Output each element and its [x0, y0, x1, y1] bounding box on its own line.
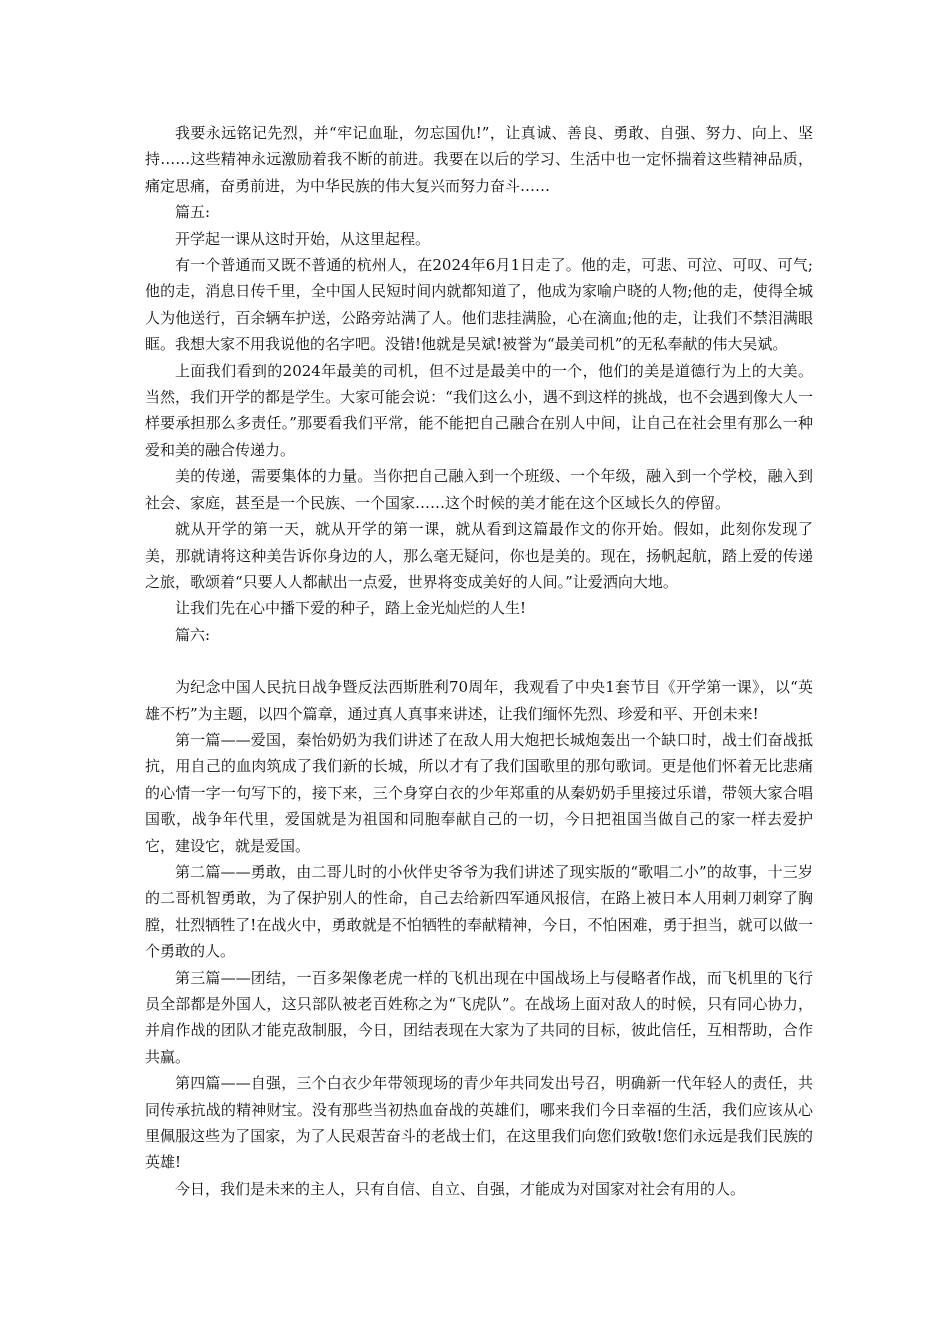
document-body — [145, 120, 813, 1202]
paragraph: 让我们先在心中播下爱的种子，踏上金光灿烂的人生! — [175, 599, 527, 618]
paragraph: 开学起一课从这时开始，从这里起程。 — [175, 229, 431, 248]
paragraph: 第二篇——勇敢，由二哥儿时的小伙伴史爷爷为我们讲述了现实版的“歌唱二小”的故事，十三岁的二哥机智勇敢，为了保护别人的性命，自己去给新四军通风报信，在路上被日本人用刺刀刺穿了胸膛，壮烈牺牲了!在战火中，勇敢就是不怕牺牲的奉献精神，今日，不怕困难，勇于担当，就可以做一个勇敢的人。 — [145, 862, 813, 961]
paragraph: 美的传递，需要集体的力量。当你把自己融入到一个班级、一个年级，融入到一个学校，融入到社会、家庭，甚至是一个民族、一个国家……这个时候的美才能在这个区域长久的停留。 — [145, 467, 813, 512]
paragraph: 上面我们看到的2024年最美的司机，但不过是最美中的一个，他们的美是道德行为上的大美。当然，我们开学的都是学生。大家可能会说：“我们这么小，遇不到这样的挑战，也不会遇到像大人一样要承担那么多责任。”那要看我们平常，能不能把自己融合在别人中间，让自己在社会里有那么一种爱和美的融合传递力。 — [145, 361, 813, 459]
blank-line — [145, 648, 813, 674]
paragraph: 今日，我们是未来的主人，只有自信、自立、自强，才能成为对国家对社会有用的人。 — [175, 1179, 746, 1198]
paragraph: 为纪念中国人民抗日战争暨反法西斯胜利70周年，我观看了中央1套节目《开学第一课》，以“英雄不朽”为主题，以四个篇章，通过真人真事来讲述，让我们缅怀先烈、珍爱和平、开创未来! — [145, 678, 813, 723]
paragraph: 我要永远铭记先烈，并“牢记血耻，勿忘国仇!”，让真诚、善良、勇敢、自强、努力、向上、坚持……这些精神永远激励着我不断的前进。我要在以后的学习、生活中也一定怀揣着这些精神品质，痛定思痛，奋勇前进，为中华民族的伟大复兴而努力奋斗…… — [145, 124, 813, 195]
section-heading: 篇六: — [175, 625, 211, 644]
paragraph: 第四篇——自强，三个白衣少年带领现场的青少年共同发出号召，明确新一代年轻人的责任，共同传承抗战的精神财宝。没有那些当初热血奋战的英雄们，哪来我们今日幸福的生活，我们应该从心里佩服这些为了国家，为了人民艰苦奋斗的老战士们，在这里我们向您们致敬!您们永远是我们民族的英雄! — [145, 1074, 813, 1172]
paragraph: 就从开学的第一天，就从开学的第一课，就从看到这篇最作文的你开始。假如，此刻你发现了美，那就请将这种美告诉你身边的人，那么毫无疑问，你也是美的。现在，扬帆起航，踏上爱的传递之旅，歌颂着“只要人人都献出一点爱，世界将变成美好的人间。”让爱洒向大地。 — [145, 520, 813, 591]
paragraph: 第一篇——爱国，秦怡奶奶为我们讲述了在敌人用大炮把长城炮轰出一个缺口时，战士们奋战抵抗，用自己的血肉筑成了我们新的长城，所以才有了我们国歌里的那句歌词。更是他们怀着无比悲痛的心情一字一句写下的，接下来，三个身穿白衣的少年郑重的从秦奶奶手里接过乐谱，带领大家合唱国歌，战争年代里，爱国就是为祖国和同胞奉献自己的一切，今日把祖国当做自己的家一样去爱护它，建设它，就是爱国。 — [145, 730, 813, 855]
section-heading: 篇五: — [175, 203, 211, 222]
paragraph: 有一个普通而又既不普通的杭州人，在2024年6月1日走了。他的走，可悲、可泣、可叹、可气;他的走，消息日传千里，全中国人民短时间内就都知道了，他成为家喻户晓的人物;他的走，使得全城人为他送行，百余辆车护送，公路旁站满了人。他们悲挂满脸，心在滴血;他的走，让我们不禁泪满眼眶。我想大家不用我说他的名字吧。没错!他就是吴斌!被誉为“最美司机”的无私奉献的伟大吴斌。 — [145, 256, 813, 354]
paragraph: 第三篇——团结，一百多架像老虎一样的飞机出现在中国战场上与侵略者作战，而飞机里的飞行员全部都是外国人，这只部队被老百姓称之为“飞虎队”。在战场上面对敌人的时候，只有同心协力，并肩作战的团队才能克敌制服，今日，团结表现在大家为了共同的目标，彼此信任，互相帮助，合作共赢。 — [145, 968, 813, 1066]
